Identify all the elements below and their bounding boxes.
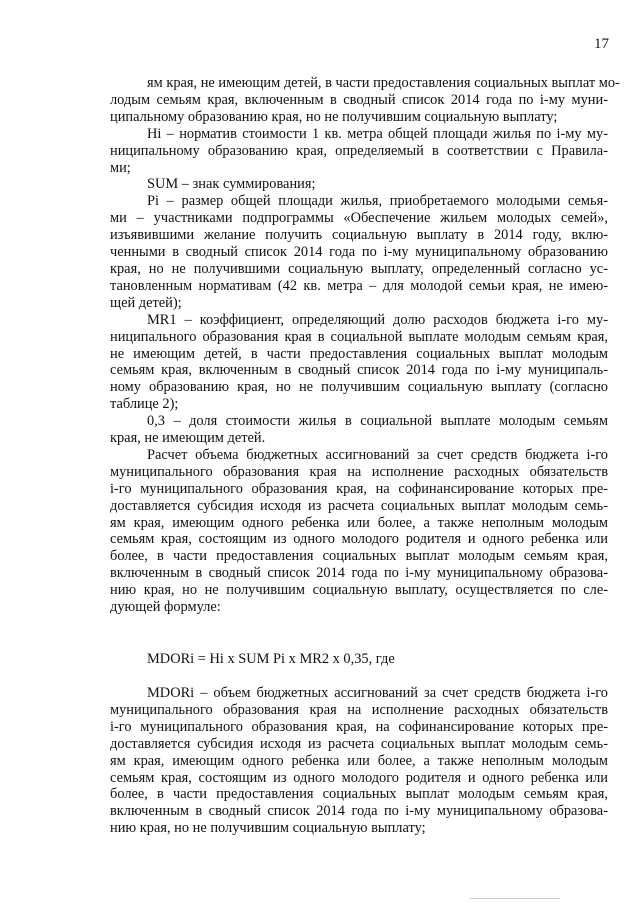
paragraph: [110, 193, 608, 311]
text-line: доставляется субсидия исходя из расчета социальных выплат молодым семь-: [110, 735, 608, 752]
text-line: Hi – норматив стоимости 1 кв. метра общей площади жилья по i-му му-: [147, 125, 608, 142]
text-line: ниципальному образованию края, определяемый в соответствии с Правила-: [110, 142, 608, 159]
text-line: i-го муниципального образования края, на софинансирование которых пре-: [110, 718, 608, 735]
text-line: лодым семьям края, включенным в сводный список 2014 года по i-му муни-: [110, 91, 608, 108]
text-line: SUM – знак суммирования;: [147, 176, 316, 193]
text-line: нию края, но не получившим социальную выплату;: [110, 820, 426, 837]
paragraph: [110, 75, 620, 126]
body-text-continued: [110, 685, 608, 837]
page-number: 17: [594, 36, 609, 52]
text-line: ми – участниками подпрограммы «Обеспечение жильем молодых семей»,: [110, 210, 608, 227]
text-line: ям края, не имеющим детей, в части предоставления социальных выплат мо-: [147, 75, 620, 91]
paragraph: [110, 126, 608, 177]
paragraph: [110, 447, 608, 616]
formula: MDORi = Hi x SUM Pi x MR2 x 0,35, где: [147, 651, 395, 667]
text-line: щей детей);: [110, 294, 182, 311]
text-line: муниципального образования края на исполнение расходных обязательств: [110, 701, 608, 718]
text-line: семьям края, состоящим из одного молодого родителя и одного ребенка или: [110, 531, 608, 548]
text-line: ципальному образованию края, но не получившим социальную выплату;: [110, 108, 558, 125]
text-line: i-го муниципального образования края, на софинансирование которых пре-: [110, 480, 608, 497]
text-line: Pi – размер общей площади жилья, приобретаемого молодыми семья-: [147, 193, 608, 210]
text-line: более, в части предоставления социальных выплат молодым семьям края,: [110, 548, 608, 565]
text-line: таблице 2);: [110, 396, 179, 413]
text-line: ному образованию края, но не получившим социальную выплату (согласно: [110, 379, 608, 396]
text-line: ниципального образования края в социальной выплате молодым семьям края,: [110, 328, 608, 345]
text-line: Расчет объема бюджетных ассигнований за счет средств бюджета i-го: [147, 446, 608, 463]
text-line: включенным в сводный список 2014 года по i-му муниципальному образова-: [110, 565, 608, 582]
text-line: тановленным нормативам (42 кв. метра – для молодой семьи края, не имею-: [110, 277, 608, 294]
text-line: ям края, имеющим одного ребенка или более, а также неполным молодым: [110, 752, 608, 769]
paragraph: [110, 413, 608, 447]
text-line: более, в части предоставления социальных выплат молодым семьям края,: [110, 786, 608, 803]
text-line: MDORi – объем бюджетных ассигнований за счет средств бюджета i-го: [147, 685, 608, 701]
paragraph: [110, 312, 608, 413]
text-line: 0,3 – доля стоимости жилья в социальной выплате молодым семьям: [147, 413, 608, 430]
text-line: муниципального образования края на исполнение расходных обязательств: [110, 463, 608, 480]
text-line: ям края, имеющим одного ребенка или более, а также неполным молодым: [110, 514, 608, 531]
text-line: семьям края, состоящим из одного молодого родителя и одного ребенка или: [110, 769, 608, 786]
text-line: включенным в сводный список 2014 года по i-му муниципальному образова-: [110, 803, 608, 820]
text-line: доставляется субсидия исходя из расчета социальных выплат молодым семь-: [110, 497, 608, 514]
text-line: MR1 – коэффициент, определяющий долю расходов бюджета i-го му-: [147, 311, 608, 328]
text-line: семьям края, включенным в сводный список 2014 года по i-му муниципаль-: [110, 362, 608, 379]
paragraph: [110, 176, 608, 193]
text-line: ми;: [110, 159, 131, 176]
body-text: [110, 75, 620, 616]
text-line: ченными в сводный список 2014 года по i-му муниципальному образованию: [110, 244, 608, 261]
text-line: дующей формуле:: [110, 599, 221, 616]
scan-artifact: [470, 898, 560, 899]
paragraph: [110, 685, 608, 837]
text-line: не имеющим детей, в части предоставления социальных выплат молодым: [110, 345, 608, 362]
text-line: края, но не получившими социальную выплату, определенный согласно ус-: [110, 260, 608, 277]
text-line: края, не имеющим детей.: [110, 430, 266, 447]
text-line: нию края, но не получившим социальную выплату, осуществляется по сле-: [110, 582, 608, 599]
text-line: изъявившими желание получить социальную выплату в 2014 году, вклю-: [110, 227, 608, 244]
